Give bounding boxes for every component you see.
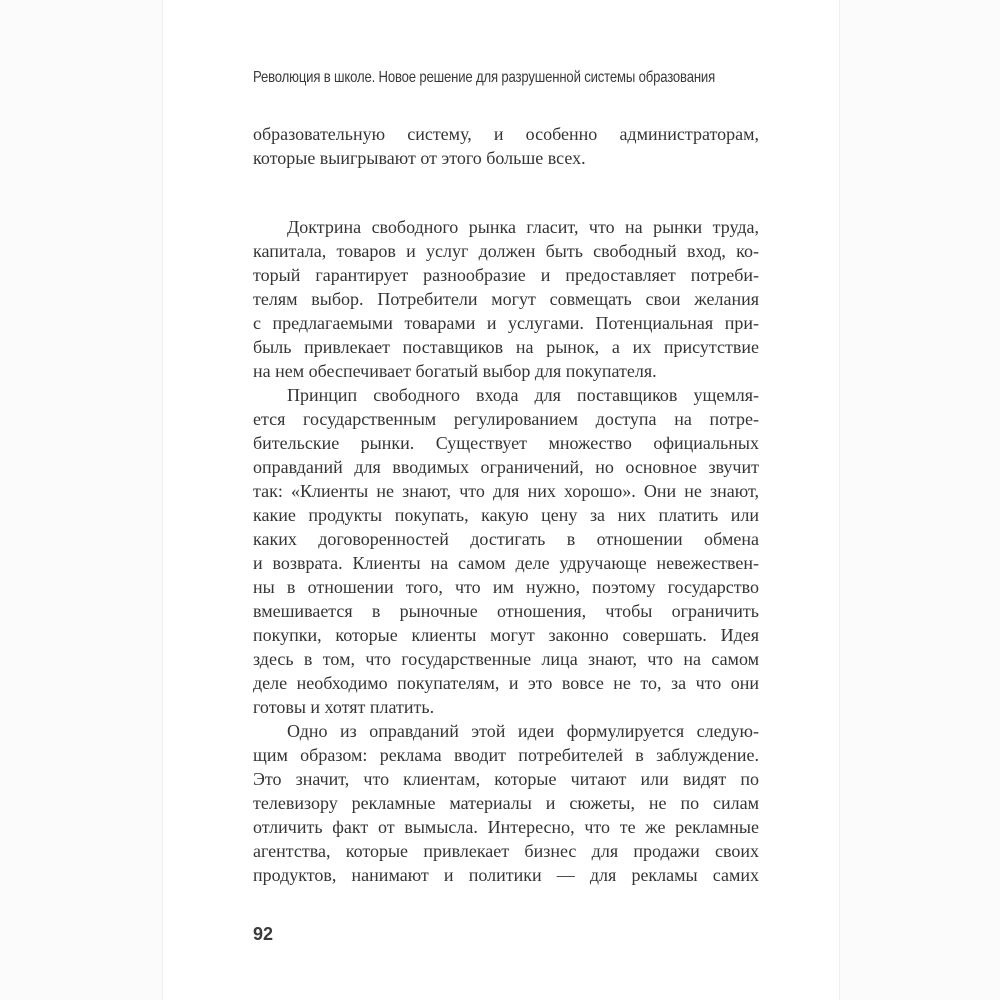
text-line: образовательную систему, и особенно администраторам, (253, 124, 759, 144)
text-line: вмешивается в рыночные отношения, чтобы ограничить (253, 601, 759, 621)
paragraph (253, 383, 759, 719)
text-line: щим образом: реклама вводит потребителей в заблуждение. (253, 745, 759, 765)
text-line: Одно из оправданий этой идеи формулируется следую- (287, 721, 759, 741)
text-line: деле необходимо покупателям, и это вовсе не то, за что они (253, 673, 759, 693)
text-line: которые выигрывают от этого больше всех. (253, 148, 586, 168)
text-line: ется государственным регулированием доступа на потре- (253, 409, 759, 429)
text-line: Это значит, что клиентам, которые читают или видят по (253, 769, 759, 789)
text-line: Принцип свободного входа для поставщиков ущемля- (287, 385, 759, 405)
text-line: какие продукты покупать, какую цену за них платить или (253, 505, 759, 525)
text-line: бительские рынки. Существует множество официальных (253, 433, 759, 453)
text-line: торый гарантирует разнообразие и предоставляет потреби- (253, 265, 759, 285)
book-page (162, 0, 840, 1000)
running-header: Революция в школе. Новое решение для разрушенной системы образования (253, 69, 716, 86)
text-line: отличить факт от вымысла. Интересно, что те же рекламные (253, 817, 759, 837)
text-line: агентства, которые привлекает бизнес для продажи своих (253, 841, 759, 861)
text-line: так: «Клиенты не знают, что для них хорошо». Они не знают, (253, 481, 759, 501)
text-line: покупки, которые клиенты могут законно совершать. Идея (253, 625, 759, 645)
text-line: на нем обеспечивает богатый выбор для покупателя. (253, 361, 657, 381)
text-line: Доктрина свободного рынка гласит, что на рынки труда, (287, 217, 759, 237)
paragraph (253, 719, 759, 887)
text-line: здесь в том, что государственные лица знают, что на самом (253, 649, 759, 669)
text-line: капитала, товаров и услуг должен быть свободный вход, ко- (253, 241, 759, 261)
page-number: 92 (253, 924, 274, 944)
text-line: каких договоренностей достигать в отношении обмена (253, 529, 759, 549)
paragraph (253, 215, 759, 383)
text-line: ны в отношении того, что им нужно, поэтому государство (253, 577, 759, 597)
text-line: телям выбор. Потребители могут совмещать свои желания (253, 289, 759, 309)
text-line: быль привлекает поставщиков на рынок, а их присутствие (253, 337, 759, 357)
text-line: готовы и хотят платить. (253, 697, 435, 717)
text-line: телевизору рекламные материалы и сюжеты, не по силам (253, 793, 759, 813)
page-text (253, 122, 759, 887)
text-line: оправданий для вводимых ограничений, но основное звучит (253, 457, 759, 477)
paragraph (253, 122, 759, 170)
text-line: и возврата. Клиенты на самом деле удручающе невежествен- (253, 553, 759, 573)
text-line: продуктов, нанимают и политики — для рекламы самих (253, 865, 759, 885)
text-line: с предлагаемыми товарами и услугами. Потенциальная при- (253, 313, 759, 333)
